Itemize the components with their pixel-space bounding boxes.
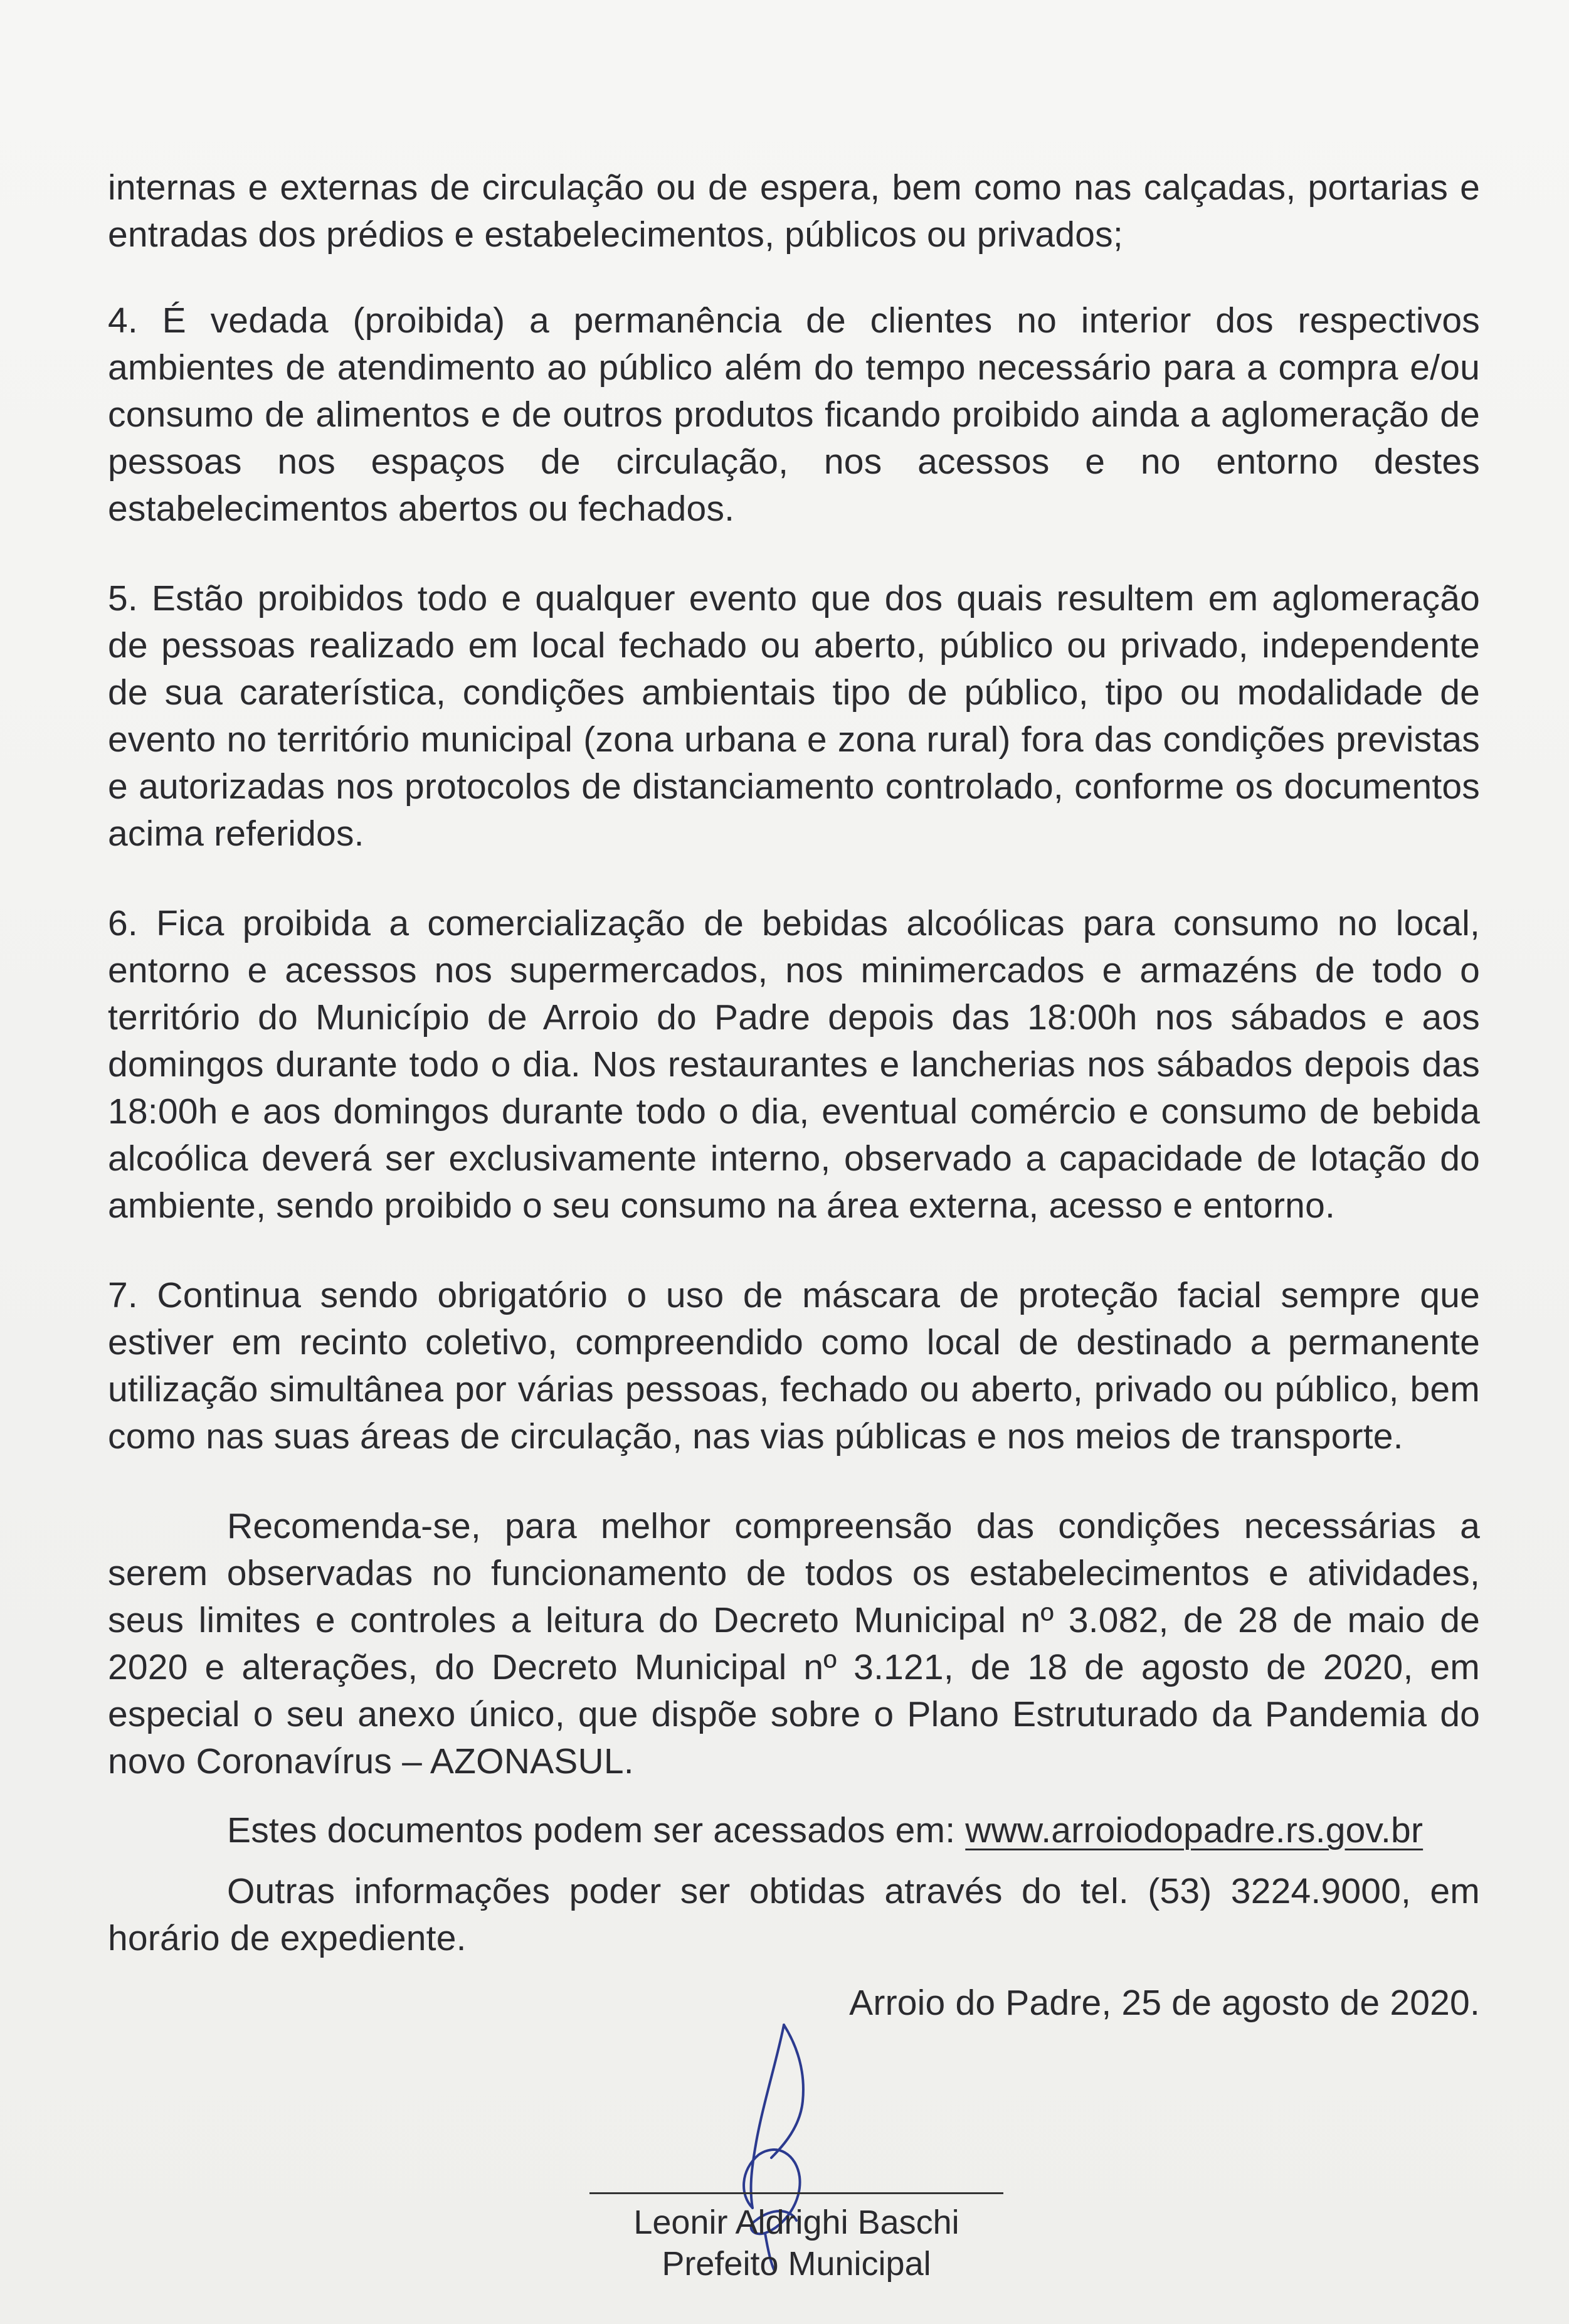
signer-title: Prefeito Municipal — [662, 2245, 931, 2283]
website-link[interactable]: www.arroiodopadre.rs.gov.br — [965, 1810, 1424, 1850]
signature-block — [589, 2020, 1003, 2296]
continued-paragraph: internas e externas de circulação ou de espera, bem como nas calçadas, portarias e entradas dos prédios e estabelecimentos, públicos ou privados; — [108, 167, 1480, 255]
signer-name: Leonir Aldrighi Baschi — [633, 2204, 959, 2241]
date-line: Arroio do Padre, 25 de agosto de 2020. — [849, 1983, 1480, 2023]
signature-line — [589, 2192, 1003, 2194]
item-5: 5. Estão proibidos todo e qualquer evento que dos quais resultem em aglomeração de pessoas realizado em local fechado ou aberto, público ou privado, independente de sua caraterística, condições ambientais tipo de público, tipo ou modalidade de evento no território municipal (zona urbana e zona rural) fora das condições previstas e autorizadas nos protocolos de distanciamento controlado, conforme os documentos acima referidos. — [108, 578, 1480, 854]
item-7: 7. Continua sendo obrigatório o uso de máscara de proteção facial sempre que estiver em recinto coletivo, compreendido como local de destinado a permanente utilização simultânea por várias pessoas, fechado ou aberto, privado ou público, bem como nas suas áreas de circulação, nas vias públicas e nos meios de transporte. — [108, 1275, 1480, 1456]
document-body — [108, 164, 1480, 2027]
recommendation-paragraph: Recomenda-se, para melhor compreensão das condições necessárias a serem observadas no funcionamento de todos os estabelecimentos e atividades, seus limites e controles a leitura do Decreto Municipal nº 3.082, de 28 de maio de 2020 e alterações, do Decreto Municipal nº 3.121, de 18 de agosto de 2020, em especial o seu anexo único, que dispõe sobre o Plano Estruturado da Pandemia do novo Coronavírus – AZONASUL. — [108, 1506, 1480, 1781]
access-paragraph — [108, 1807, 1480, 1854]
item-6: 6. Fica proibida a comercialização de bebidas alcoólicas para consumo no local, entorno e acessos nos supermercados, nos minimercados e armazéns de todo o território do Município de Arroio do Padre depois das 18:00h nos sábados e aos domingos durante todo o dia. Nos restaurantes e lancherias nos sábados depois das 18:00h e aos domingos durante todo o dia, eventual comércio e consumo de bebida alcoólica deverá ser exclusivamente interno, observado a capacidade de lotação do ambiente, sendo proibido o seu consumo na área externa, acesso e entorno. — [108, 903, 1480, 1226]
info-paragraph: Outras informações poder ser obtidas através do tel. (53) 3224.9000, em horário de expediente. — [108, 1871, 1480, 1958]
access-text: Estes documentos podem ser acessados em: — [227, 1810, 966, 1850]
item-4: 4. É vedada (proibida) a permanência de clientes no interior dos respectivos ambientes de atendimento ao público além do tempo necessário para a compra e/ou consumo de alimentos e de outros produtos ficando proibido ainda a aglomeração de pessoas nos espaços de circulação, nos acessos e no entorno destes estabelecimentos abertos ou fechados. — [108, 300, 1480, 529]
